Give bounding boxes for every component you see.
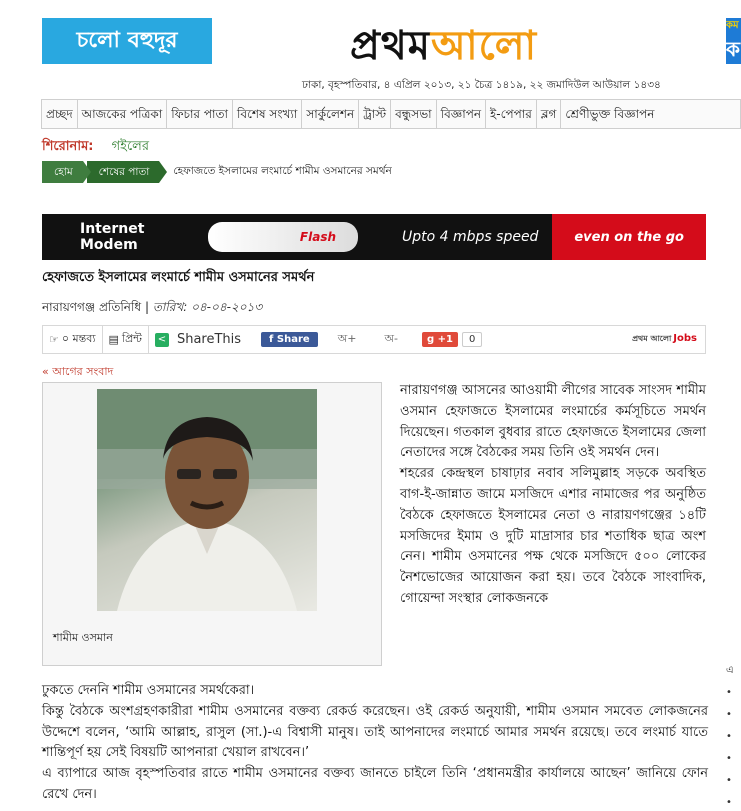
print-label: প্রিন্ট: [121, 332, 142, 345]
facebook-icon: f: [269, 334, 277, 345]
article-paragraph: ঢুকতে দেননি শামীম ওসমানের সমর্থকেরা।: [42, 683, 255, 698]
article-paragraph: এ ব্যাপারে আজ বৃহস্পতিবার রাতে শামীম ওসমানের বক্তব্য জানতে চাইলে তিনি ‘প্রধানমন্ত্রীর কার্যালয়ে আছেন’ জানিয়ে ফোন রেখে দেন।: [42, 766, 708, 802]
breadcrumb-home[interactable]: হোম: [42, 161, 83, 183]
byline-author: নারায়ণগঞ্জ প্রতিনিধি: [42, 300, 142, 314]
article-body-full: [42, 681, 708, 806]
nav-item-home[interactable]: প্রচ্ছদ: [42, 100, 78, 128]
article-title: হেফাজতে ইসলামের লংমার্চে শামীম ওসমানের সমর্থন: [42, 270, 315, 285]
banner-title-line2: Modem: [80, 237, 138, 253]
banner-title: [42, 221, 202, 253]
nav-item-circulation[interactable]: সার্কুলেশন: [302, 100, 359, 128]
date-value: ০৪-০৪-২০১৩: [191, 300, 263, 314]
prothomalo-jobs-link[interactable]: [632, 333, 697, 346]
google-plus-icon: g: [426, 334, 435, 345]
modem-brand: Flash: [299, 230, 336, 244]
nav-item-feature[interactable]: ফিচার পাতা: [167, 100, 233, 128]
sidebar-bullet[interactable]: •: [726, 775, 732, 786]
breadcrumb-section[interactable]: শেষের পাতা: [87, 161, 160, 183]
breadcrumb: [42, 161, 392, 183]
nav-item-bondhushova[interactable]: বন্ধুসভা: [391, 100, 437, 128]
print-button[interactable]: [103, 326, 149, 353]
google-plus-count: 0: [462, 332, 482, 347]
font-decrease-button[interactable]: অ-: [384, 332, 398, 345]
article-paragraph: কিন্তু বৈঠকে অংশগ্রহণকারীরা শামীম ওসমানের বক্তব্য রেকর্ড করেছেন। ওই রেকর্ড অনুযায়ী, শামীম ওসমান সমবেত লোকজনের উদ্দেশে বলেন, ‘আমি আল্লাহ, রাসুল (সা.)-এ বিশ্বাসী মানুষ। তাই আপনাদের লংমার্চে আমার সমর্থন রয়েছে। তবে লংমার্চ যাতে শান্তিপূর্ণ হয় সেই বিষয়টি আপনারা খেয়াল রাখবেন।’: [42, 703, 708, 761]
internet-modem-banner[interactable]: [42, 214, 706, 260]
nav-item-trust[interactable]: ট্রাস্ট: [359, 100, 391, 128]
modem-image: [208, 222, 358, 252]
google-plus-label: +1: [437, 334, 453, 345]
nav-item-advertisement[interactable]: বিজ্ঞাপন: [437, 100, 486, 128]
right-edge-ad-line2: ক: [726, 37, 740, 61]
comments-button[interactable]: [43, 326, 103, 353]
banner-title-line1: Internet: [80, 221, 145, 237]
byline-date: [153, 300, 262, 314]
breadcrumb-current: হেফাজতে ইসলামের লংমার্চে শামীম ওসমানের সমর্থন: [173, 164, 392, 177]
facebook-share-label: Share: [276, 334, 310, 345]
nav-item-special-issue[interactable]: বিশেষ সংখ্যা: [233, 100, 302, 128]
sidebar-bullet[interactable]: •: [726, 687, 732, 698]
article-photo: [97, 389, 317, 611]
nav-item-epaper[interactable]: ই-পেপার: [486, 100, 537, 128]
jobs-brand: প্রথম আলো: [632, 334, 672, 343]
nav-item-blog[interactable]: ব্লগ: [537, 100, 562, 128]
facebook-share-button[interactable]: [261, 332, 318, 347]
headline-ticker: [42, 137, 149, 158]
article-paragraph: শহরের কেন্দ্রস্থল চাষাঢ়ার নবাব সলিমুল্লাহ সড়কে অবস্থিত বাগ-ই-জান্নাত জামে মসজিদে এশার নামাজের পর অনুষ্ঠিত বৈঠকে হেফাজতে ইসলামের নেতা ও নারায়ণগঞ্জের ১৪টি মসজিদের ইমাম ও দুটি মাদ্রাসার চার শতাধিক ছাত্র অংশ নেন। শামীম ওসমানের পক্ষ থেকে মসজিদে ৫০০ লোকের নৈশভোজের আয়োজন করা হয়। তবে বৈঠকে সাংবাদিক, গোয়েন্দা সংস্থার লোকজনকে: [400, 466, 706, 606]
right-edge-ad-line1: কম: [726, 20, 739, 31]
google-plus-button[interactable]: [422, 332, 458, 347]
nav-item-classified[interactable]: শ্রেণীভুক্ত বিজ্ঞাপন: [565, 107, 655, 121]
prothom-alo-logo[interactable]: [350, 14, 537, 81]
sidebar-heading: এ: [726, 665, 734, 676]
comment-icon: ☞: [49, 333, 59, 346]
headline-label: শিরোনাম:: [42, 139, 94, 154]
article-photo-box: [42, 382, 382, 666]
sidebar-bullet[interactable]: •: [726, 797, 732, 808]
right-sidebar-strip: [726, 660, 741, 811]
sidebar-bullet[interactable]: •: [726, 709, 732, 720]
right-edge-advertisement[interactable]: [726, 18, 741, 64]
date-label: তারিখ:: [152, 300, 188, 314]
article-byline: নারায়ণগঞ্জ প্রতিনিধি | তারিখ: ০৪-০৪-২০১৩: [42, 300, 263, 314]
top-advertisement[interactable]: চলো বহুদূর: [42, 18, 212, 64]
article-body-column: [400, 381, 706, 610]
sidebar-bullet[interactable]: •: [726, 731, 732, 742]
article-paragraph: নারায়ণগঞ্জ আসনের আওয়ামী লীগের সাবেক সাংসদ শামীম ওসমান হেফাজতে ইসলামের লংমার্চের কর্মসূচিতে সমর্থন দিয়েছেন। গতকাল বুধবার রাতে হেফাজতে ইসলামের জেলা নেতাদের সঙ্গে বৈঠকের সময় তিনি ওই সমর্থন দেন।: [400, 383, 706, 461]
dateline: ঢাকা, বৃহস্পতিবার, ৪ এপ্রিল ২০১৩, ২১ চৈত্র ১৪১৯, ২২ জমাদিউল আউয়াল ১৪৩৪: [302, 79, 661, 91]
headline-ticker-link[interactable]: গইলের: [111, 139, 149, 154]
share-icon: <: [155, 333, 169, 347]
banner-speed: Upto 4 mbps speed: [402, 229, 539, 245]
previous-news-link[interactable]: « আগের সংবাদ: [42, 365, 114, 378]
logo-text-first: প্রথম: [350, 22, 431, 69]
nav-item-todays-paper[interactable]: আজকের পত্রিকা: [78, 100, 168, 128]
font-increase-button[interactable]: অ+: [337, 332, 357, 345]
article-toolbar: [42, 325, 706, 354]
logo-text-second: আলো: [430, 22, 538, 69]
sidebar-bullet[interactable]: •: [726, 753, 732, 764]
sharethis-label: ShareThis: [176, 332, 242, 347]
banner-tagline: even on the go: [552, 214, 706, 260]
sharethis-button[interactable]: [149, 326, 247, 353]
photo-caption: শামীম ওসমান: [53, 631, 113, 644]
portrait-illustration: [97, 389, 317, 611]
comments-label: ০ মন্তব্য: [61, 332, 96, 345]
main-nav: [41, 99, 741, 129]
jobs-label: Jobs: [673, 333, 697, 344]
print-icon: ▤: [108, 333, 119, 346]
